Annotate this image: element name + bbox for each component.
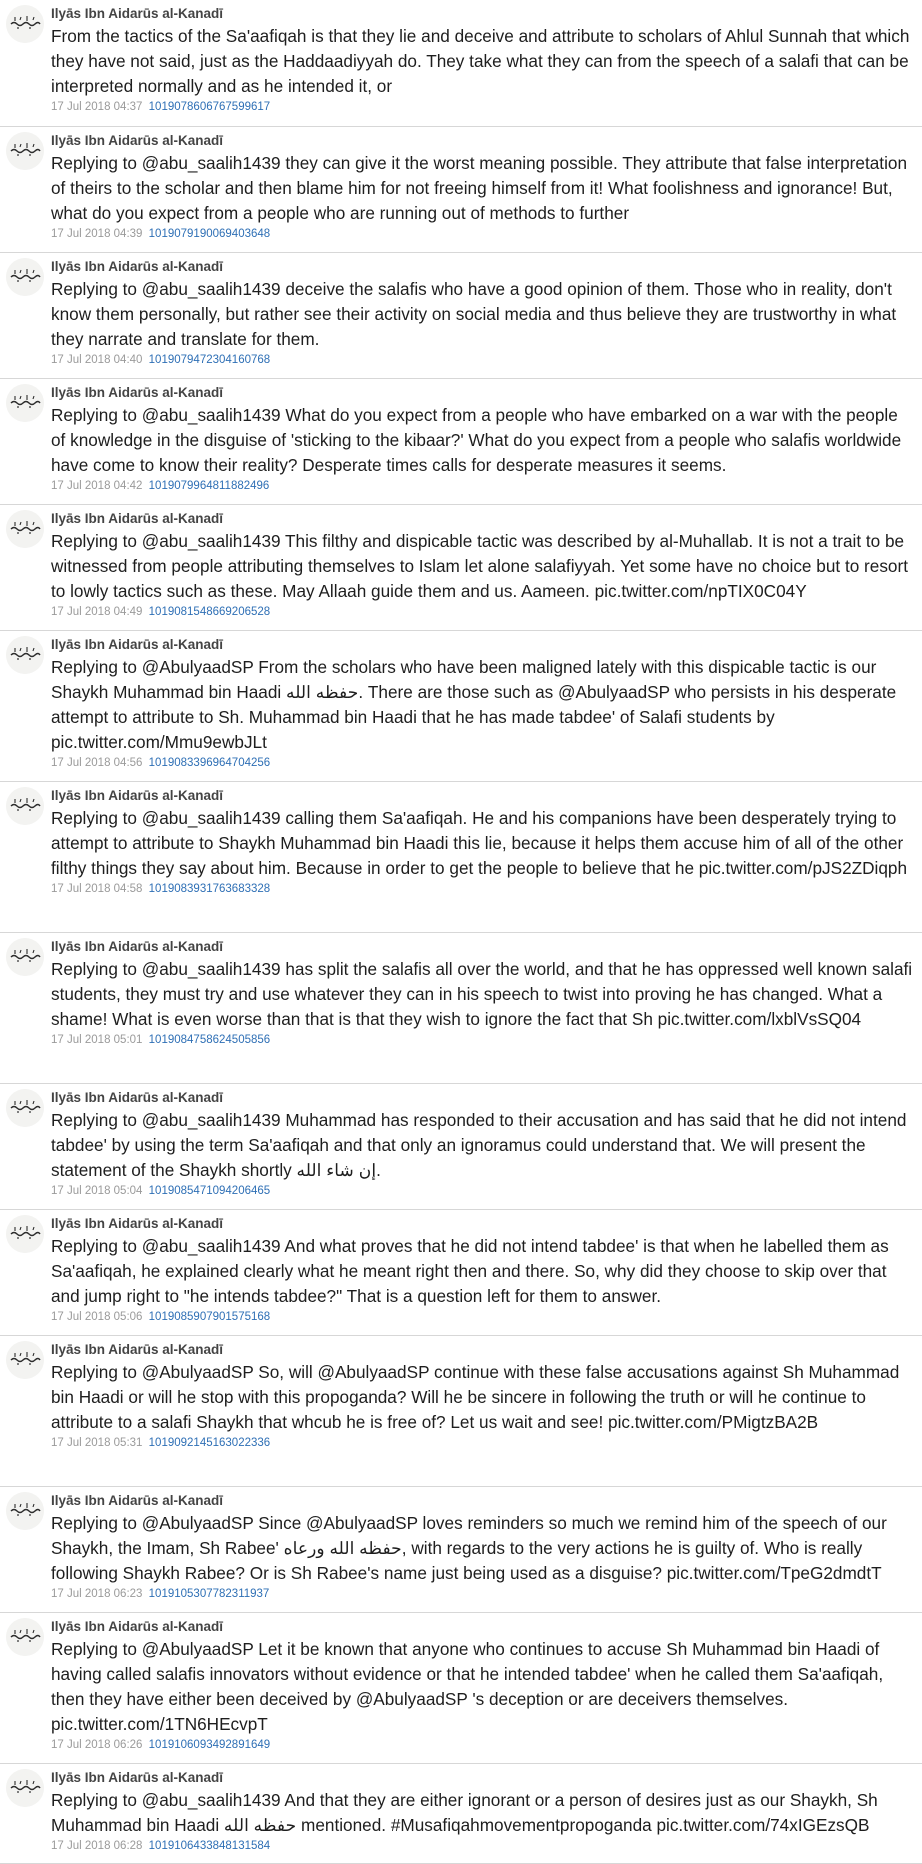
tweet-author[interactable]: Ilyās Ibn Aidarūs al-Kanadī [51,385,224,400]
tweet [0,379,922,505]
tweet-meta [51,353,916,367]
tweet-date: 17 Jul 2018 04:49 [51,606,143,618]
tweet-author[interactable]: Ilyās Ibn Aidarūs al-Kanadī [51,1493,224,1508]
avatar[interactable] [6,5,44,43]
tweet-id-link[interactable]: 1019106093492891649 [148,1739,271,1751]
calligraphy-logo-icon [6,384,44,422]
tweet [0,127,922,253]
avatar[interactable] [6,1769,44,1807]
tweet-text: Replying to @abu_saalih1439 deceive the salafis who have a good opinion of them. Those who in reality, don't know them personally, but rather see their activity on social media and thus believe they are trustworthy in what they narrate and translate for them. [51,279,897,349]
calligraphy-logo-icon [6,1618,44,1656]
tweet-id-link[interactable]: 1019085471094206465 [148,1185,271,1197]
tweet-id-link[interactable]: 1019079472304160768 [148,354,271,366]
tweet [0,1084,922,1210]
avatar[interactable] [6,787,44,825]
calligraphy-logo-icon [6,1089,44,1127]
tweet-text: Replying to @abu_saalih1439 has split the salafis all over the world, and that he has oppressed well known salafi students, they must try and use whatever they can in his speech to twist into proving he has changed. What a shame! What is even worse than that is that they wish to ignore the fact that Sh pic.twitter.com/lxblVsSQ04 [51,959,913,1029]
avatar[interactable] [6,1341,44,1379]
avatar[interactable] [6,258,44,296]
tweet [0,1210,922,1336]
calligraphy-logo-icon [6,938,44,976]
calligraphy-logo-icon [6,5,44,43]
tweet-author[interactable]: Ilyās Ibn Aidarūs al-Kanadī [51,1619,224,1634]
avatar[interactable] [6,938,44,976]
tweet-author[interactable]: Ilyās Ibn Aidarūs al-Kanadī [51,133,224,148]
tweet-author[interactable]: Ilyās Ibn Aidarūs al-Kanadī [51,1090,224,1105]
tweet-id-link[interactable]: 1019084758624505856 [148,1034,271,1046]
tweet-meta [51,1184,916,1198]
tweet [0,505,922,631]
tweet-author[interactable]: Ilyās Ibn Aidarūs al-Kanadī [51,511,224,526]
tweet-date: 17 Jul 2018 05:01 [51,1034,143,1046]
tweet-id-link[interactable]: 1019083396964704256 [148,757,271,769]
tweet-author[interactable]: Ilyās Ibn Aidarūs al-Kanadī [51,1342,224,1357]
tweet-date: 17 Jul 2018 04:39 [51,228,143,240]
tweet [0,1487,922,1613]
avatar[interactable] [6,132,44,170]
calligraphy-logo-icon [6,1341,44,1379]
tweet-meta [51,1587,916,1601]
tweet-meta [51,1033,916,1047]
tweet-date: 17 Jul 2018 06:28 [51,1840,143,1852]
tweet-meta [51,756,916,770]
calligraphy-logo-icon [6,636,44,674]
tweet-text: Replying to @abu_saalih1439 calling them Sa'aafiqah. He and his companions have been desperately trying to attempt to attribute to Shaykh Muhammad bin Haadi this lie, because it helps them accuse him of all of the other filthy things they say about him. Because in order to get the people to believe that he pic.twitter.com/pJS2ZDiqph [51,808,908,878]
avatar[interactable] [6,384,44,422]
tweet-text: Replying to @AbulyaadSP So, will @AbulyaadSP continue with these false accusations against Sh Muhammad bin Haadi or will he stop with this propoganda? Will he be sincere in following the truth or will he continue to attribute to a salafi Shaykh that whcub he is free of? Let us wait and see! pic.twitter.com/PMigtzBA2B [51,1362,900,1432]
tweet-meta [51,1436,916,1450]
tweet-date: 17 Jul 2018 05:06 [51,1311,143,1323]
tweet [0,631,922,782]
tweet-text: Replying to @abu_saalih1439 they can give it the worst meaning possible. They attribute that false interpretation of theirs to the scholar and then blame him for not freeing himself from it! What foolishness and ignorance! But, what do you expect from a people who are running out of methods to further [51,153,908,223]
tweet-author[interactable]: Ilyās Ibn Aidarūs al-Kanadī [51,6,224,21]
tweet-id-link[interactable]: 1019106433848131584 [148,1840,271,1852]
tweet-date: 17 Jul 2018 04:58 [51,883,143,895]
tweet [0,0,922,127]
tweet-date: 17 Jul 2018 04:56 [51,757,143,769]
tweet-text: Replying to @AbulyaadSP Since @AbulyaadSP loves reminders so much we remind him of the speech of our Shaykh, the Imam, Sh Rabee' حفظه الله ورعاه, with regards to the very actions he is guilty of. Who is really following Shaykh Rabee? Or is Sh Rabee's name just being used as a disguise? pic.twitter.com/TpeG2dmdtT [51,1513,887,1583]
tweet-text: Replying to @AbulyaadSP From the scholars who have been maligned lately with this dispicable tactic is our Shaykh Muhammad bin Haadi حفظه الله. There are those such as @AbulyaadSP who persists in his desperate attempt to attribute to Sh. Muhammad bin Haadi that he has made tabdee' of Salafi students by pic.twitter.com/Mmu9ewbJLt [51,657,897,752]
calligraphy-logo-icon [6,510,44,548]
tweet [0,1336,922,1487]
tweet-date: 17 Jul 2018 06:23 [51,1588,143,1600]
calligraphy-logo-icon [6,1769,44,1807]
tweet-author[interactable]: Ilyās Ibn Aidarūs al-Kanadī [51,1770,224,1785]
calligraphy-logo-icon [6,787,44,825]
tweet-text: Replying to @abu_saalih1439 And what proves that he did not intend tabdee' is that when he labelled them as Sa'aafiqah, he explained clearly what he meant right then and there. So, why did they choose to skip over that and jump right to "he intends tabdee?" That is a question left for them to answer. [51,1236,889,1306]
tweet-id-link[interactable]: 1019079964811882496 [148,480,270,492]
avatar[interactable] [6,1215,44,1253]
tweet-date: 17 Jul 2018 05:04 [51,1185,143,1197]
tweet-author[interactable]: Ilyās Ibn Aidarūs al-Kanadī [51,939,224,954]
tweet-meta [51,479,916,493]
tweet-meta [51,100,916,114]
calligraphy-logo-icon [6,132,44,170]
calligraphy-logo-icon [6,258,44,296]
tweet-author[interactable]: Ilyās Ibn Aidarūs al-Kanadī [51,788,224,803]
tweet-text: Replying to @abu_saalih1439 What do you expect from a people who have embarked on a war with the people of knowledge in the disguise of 'sticking to the kibaar?' What do you expect from a people who salafis worldwide have come to know their reality? Desperate times calls for desperate measures it seems. [51,405,902,475]
tweet-meta [51,605,916,619]
tweet-date: 17 Jul 2018 04:37 [51,101,143,113]
tweet-meta [51,882,916,896]
tweet-meta [51,1738,916,1752]
tweet-id-link[interactable]: 1019079190069403648 [148,228,271,240]
avatar[interactable] [6,1618,44,1656]
tweet-text: Replying to @abu_saalih1439 And that they are either ignorant or a person of desires just as our Shaykh, Sh Muhammad bin Haadi حفظه الله mentioned. #Musafiqahmovementpropoganda pic.twitter.com/74xIGEzsQB [51,1790,878,1835]
tweet [0,253,922,379]
tweet-id-link[interactable]: 1019105307782311937 [148,1588,270,1600]
tweet-date: 17 Jul 2018 06:26 [51,1739,143,1751]
tweet-author[interactable]: Ilyās Ibn Aidarūs al-Kanadī [51,259,224,274]
tweet-text: Replying to @abu_saalih1439 This filthy and dispicable tactic was described by al-Muhallab. It is not a trait to be witnessed from people attributing themselves to Islam let alone salafiyyah. Yet some have no choice but to resort to lowly tactics such as these. May Allaah guide them and us. Aameen. pic.twitter.com/npTIX0C04Y [51,531,908,601]
calligraphy-logo-icon [6,1215,44,1253]
tweet-date: 17 Jul 2018 04:42 [51,480,143,492]
tweet-id-link[interactable]: 1019083931763683328 [148,883,271,895]
avatar[interactable] [6,510,44,548]
tweet-id-link[interactable]: 1019081548669206528 [148,606,271,618]
tweet [0,782,922,933]
avatar[interactable] [6,636,44,674]
tweet-date: 17 Jul 2018 04:40 [51,354,143,366]
tweet-meta [51,1839,916,1853]
avatar[interactable] [6,1492,44,1530]
calligraphy-logo-icon [6,1492,44,1530]
avatar[interactable] [6,1089,44,1127]
tweet-meta [51,227,916,241]
tweet [0,933,922,1084]
tweet-text: Replying to @AbulyaadSP Let it be known that anyone who continues to accuse Sh Muhammad bin Haadi of having called salafis innovators without evidence or that he intended tabdee' when he called them Sa'aafiqah, then they have either been deceived by @AbulyaadSP 's deception or are deceivers themselves. pic.twitter.com/1TN6HEcvpT [51,1639,884,1734]
tweet-date: 17 Jul 2018 05:31 [51,1437,143,1449]
tweet-id-link[interactable]: 1019078606767599617 [148,101,271,113]
tweet-id-link[interactable]: 1019092145163022336 [148,1437,271,1449]
tweet [0,1764,922,1864]
tweet-id-link[interactable]: 1019085907901575168 [148,1311,271,1323]
tweet-author[interactable]: Ilyās Ibn Aidarūs al-Kanadī [51,637,224,652]
tweet-text: Replying to @abu_saalih1439 Muhammad has responded to their accusation and has said that he did not intend tabdee' by using the term Sa'aafiqah and that only an ignoramus could understand that. We will present the statement of the Shaykh shortly إن شاء الله. [51,1110,907,1180]
tweet-text: From the tactics of the Sa'aafiqah is that they lie and deceive and attribute to scholars of Ahlul Sunnah that which they have not said, just as the Haddaadiyyah do. They take what they can from the speech of a salafi that can be interpreted normally and as he intended it, or [51,26,910,96]
tweet-meta [51,1310,916,1324]
tweet-author[interactable]: Ilyās Ibn Aidarūs al-Kanadī [51,1216,224,1231]
tweet [0,1613,922,1764]
